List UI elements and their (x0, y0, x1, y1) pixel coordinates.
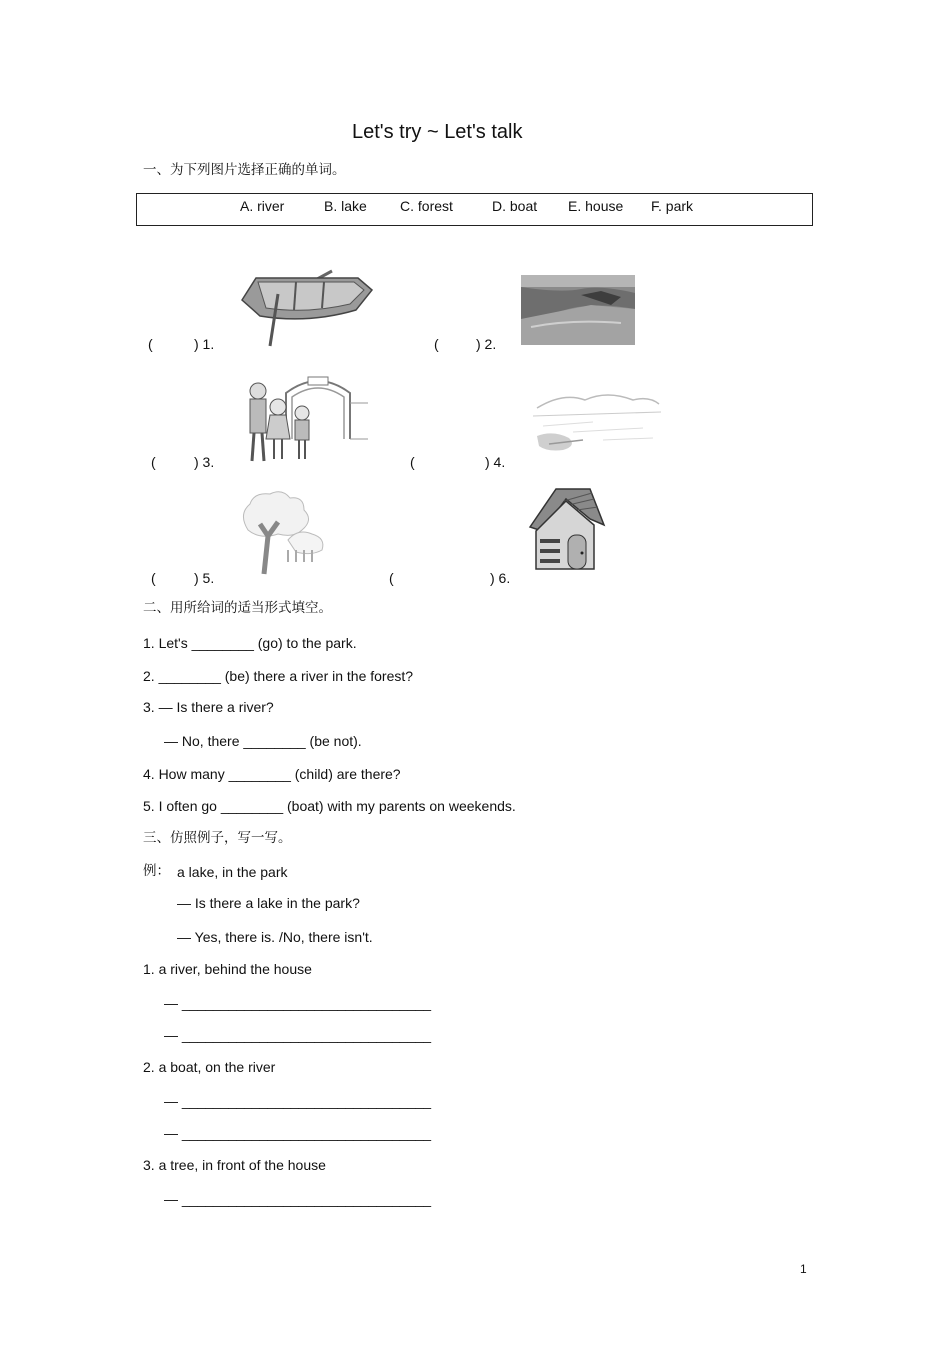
section1-heading: 一、为下列图片选择正确的单词。 (143, 162, 346, 178)
answer-bracket-open: ( (434, 336, 439, 352)
section3-heading: 三、仿照例子，写一写。 (143, 830, 292, 846)
word-option: A. river (240, 198, 285, 214)
item-number: ) 2. (476, 336, 497, 352)
exercise-prompt: 2. a boat, on the river (143, 1059, 276, 1075)
boat-icon (238, 266, 374, 348)
answer-bracket-open: ( (389, 570, 394, 586)
fill-blank-item: — No, there ________ (be not). (164, 733, 362, 749)
item-number: ) 5. (194, 570, 215, 586)
answer-line[interactable]: — ________________________________ (164, 1093, 432, 1109)
example-label: 例： (143, 863, 170, 879)
river-photo-icon (521, 275, 635, 345)
word-option: B. lake (324, 198, 367, 214)
lake-icon (533, 386, 661, 462)
word-option: F. park (651, 198, 694, 214)
fill-blank-item: 4. How many ________ (child) are there? (143, 766, 401, 782)
answer-line[interactable]: — ________________________________ (164, 1125, 432, 1141)
park-gate-icon (238, 373, 368, 467)
answer-line[interactable]: — ________________________________ (164, 995, 432, 1011)
answer-line[interactable]: — ________________________________ (164, 1191, 432, 1207)
word-option: D. boat (492, 198, 538, 214)
exercise-prompt: 1. a river, behind the house (143, 961, 312, 977)
forest-icon (238, 490, 326, 576)
house-icon (528, 487, 606, 573)
item-number: ) 3. (194, 454, 215, 470)
fill-blank-item: 5. I often go ________ (boat) with my parents on weekends. (143, 798, 516, 814)
answer-bracket-open: ( (148, 336, 153, 352)
page-number: 1 (800, 1262, 807, 1276)
item-number: ) 1. (194, 336, 215, 352)
example-answer: — Yes, there is. /No, there isn't. (177, 929, 373, 945)
word-bank-box (136, 193, 813, 226)
item-number: ) 6. (490, 570, 511, 586)
fill-blank-item: 1. Let's ________ (go) to the park. (143, 635, 357, 651)
fill-blank-item: 2. ________ (be) there a river in the forest? (143, 668, 414, 684)
answer-bracket-open: ( (410, 454, 415, 470)
fill-blank-item: 3. — Is there a river? (143, 699, 274, 715)
item-number: ) 4. (485, 454, 506, 470)
example-question: — Is there a lake in the park? (177, 895, 360, 911)
exercise-prompt: 3. a tree, in front of the house (143, 1157, 326, 1173)
answer-line[interactable]: — ________________________________ (164, 1027, 432, 1043)
section2-heading: 二、用所给词的适当形式填空。 (143, 600, 332, 616)
example-prompt: a lake, in the park (177, 864, 288, 880)
answer-bracket-open: ( (151, 454, 156, 470)
word-option: C. forest (400, 198, 453, 214)
word-option: E. house (568, 198, 624, 214)
answer-bracket-open: ( (151, 570, 156, 586)
page-title: Let's try ~ Let's talk (352, 121, 523, 143)
